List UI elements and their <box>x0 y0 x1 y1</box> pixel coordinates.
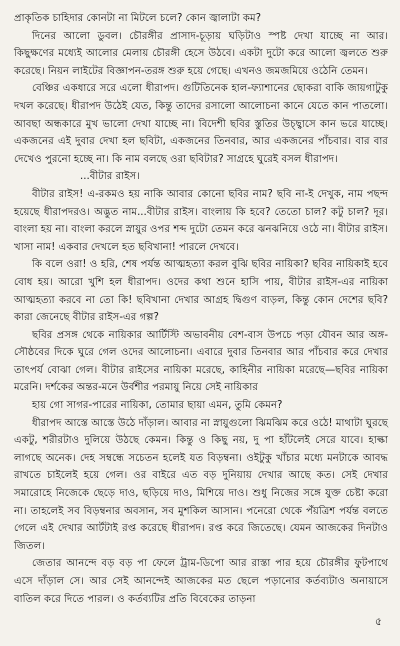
paragraph-9: ধীরাপদ আস্তে আস্তে উঠে দাঁড়াল। আবার না স্নায়ুগুলো ঝিমঝিম করে ওঠে! মাথাটা ঘুরছে একটু, শরীরটাও দুলিয়ে উঠছে কেমন। কিন্তু ও কিছু নয়, দু পা হাঁটলেই সেরে যাবে। হাল্কা লাগছে অনেক। দেহ সম্বন্ধে সচেতন হলেই যত বিড়ম্বনা। ওইটুকু খাঁচার মধ্যে মনটাকে আবদ্ধ রাখতে চাইলেই হয়ে গেল। ওর বাইরে এত বড় দুনিয়ায় দেখার আছে কত। সেই দেখার সমারোহে নিজেকে ছেড়ে দাও, ছড়িয়ে দাও, মিশিয়ে দাও। শুধু নিজের সঙ্গে যুক্ত চেষ্টা করো না। তাহলেই সব বিড়ম্বনার অবসান, সব মুশকিল আসান। পনেরো থেকে পঁয়ত্রিশ পর্যন্ত বলতে গেলে এই দেখার আর্টটাই রপ্ত করেছে ধীরাপদ। রপ্ত করে জিতেছে। যেমন আজকের দিনটাও জিতল। <box>14 417 388 552</box>
paragraph-5: বীটার রাইস! এ-রকমও হয় নাকি আবার কোনো ছবির নাম? ছবি না-ই দেখুক, নাম পছন্দ হয়েছে ধীরাপদরও। অদ্ভুত নাম...বীটার রাইস। বাংলায় কি হবে? তেতো চাল? কটু চাল? দূর। বাংলা হয় না। বাংলা করলে স্নায়ুর ওপর শব্দ দুটো তেমন করে ঝনঝনিয়ে ওঠে না। বীটার রাইস। খাসা নাম! একবার দেখলে হত ছবিখানা! পারলে দেখবে। <box>14 188 388 253</box>
paragraph-3: বেঞ্চির একধারে সরে এলো ধীরাপদ। গুটিতিনেক হাল-ফ্যাশানের ছোকরা বাকি জায়গাটুকু দখল করেছে। ধীরাপদ উঠেই যেত, কিন্তু তাদের রসালো আলোচনা কানে যেতে কান পাতলো। আবছা অন্ধকারে মুখ ভালো দেখা যাচ্ছে না। বিদেশী ছবির স্তুতির উচ্ছ্বাসে কান ভরে যাচ্ছে। একজনের এই দুবার দেখা হল ছবিটা, একজনের তিনবার, আর একজনের পাঁচবার। বার বার দেখেও পুরনো হচ্ছে না। কি নাম বলছে ওরা ছবিটার? সাগ্রহে ঘুরেই বসল ধীরাপদ। <box>14 83 388 165</box>
page-number: ৫ <box>374 615 382 628</box>
paragraph-10: জেতার আনন্দে বড় বড় পা ফেলে ট্রাম-ডিপো আর রাস্তা পার হয়ে চৌরঙ্গীর ফুটপাথে এসে দাঁড়াল সে। আর সেই আনন্দেই আজকের মত ছেলে পড়ানোর কর্তব্যটাও অনায়াসে বাতিল করে দিতে পারল। ও কর্তব্যটির প্রতি বিবেকের তাড়না <box>14 558 388 605</box>
paragraph-1: প্রাকৃতিক চাহিদার কোনটা না মিটলে চলে? কোন জ্বালাটা কম? <box>14 13 262 24</box>
paragraph-8: হায় গো সাগর-পারের নায়িকা, তোমার ছায়া এমন, তুমি কেমন? <box>32 400 283 412</box>
paragraph-7: ছবির প্রসঙ্গ থেকে নায়িকার আর্টিস্টি অভাবনীয় বেশ-বাস উপচে পড়া যৌবন আর অঙ্গ-সৌষ্ঠবের দিকে ঘুরে গেল ওদের আলোচনা। এবারে দুবার তিনবার আর পাঁচবার করে দেখার তাৎপর্য বোঝা গেল। বীটার রাইসের নায়িকা মরেছে, কাহিনীর নায়িকা মরেছে—ছবির নায়িকা মরেনি। দর্শকের অন্তর-মনে উর্বশীর পরমায়ু নিয়ে সেই নায়িকার <box>14 329 388 394</box>
paragraph-2: দিনের আলো ডুবল। চৌরঙ্গীর প্রাসাদ-চূড়ায় ঘড়িটাও স্পষ্ট দেখা যাচ্ছে না আর। কিছুক্ষণের মধ্যেই আলোর মেলায় চৌরঙ্গী হেসে উঠবে। একটা দুটো করে আলো জ্বলতে শুরু করেছে। নিয়ন লাইটের বিজ্ঞাপন-তরঙ্গ শুরু হয়ে গেছে। এখনও জমজমিয়ে ওঠেনি তেমন। <box>14 30 388 77</box>
paragraph-4: ...বীটার রাইস। <box>80 171 140 183</box>
paragraph-6: কি বলে ওরা! ও হরি, শেষ পর্যন্ত আত্মহত্যা করল বুঝি ছবির নায়িকা? ছবির নায়িকাই হবে বোধ হয়। আরো খুশি হল ধীরাপদ। ওদের কথা শুনে হাসি পায়, বীটার রাইস-এর নায়িকা আত্মহত্যা করবে না তো কি! ছবিখানা দেখার আগ্রহ দ্বিগুণ বাড়ল, কিন্তু কোন দেশের ছবি? কারা জেনেছে বীটার রাইস-এর গল্প? <box>14 259 388 324</box>
